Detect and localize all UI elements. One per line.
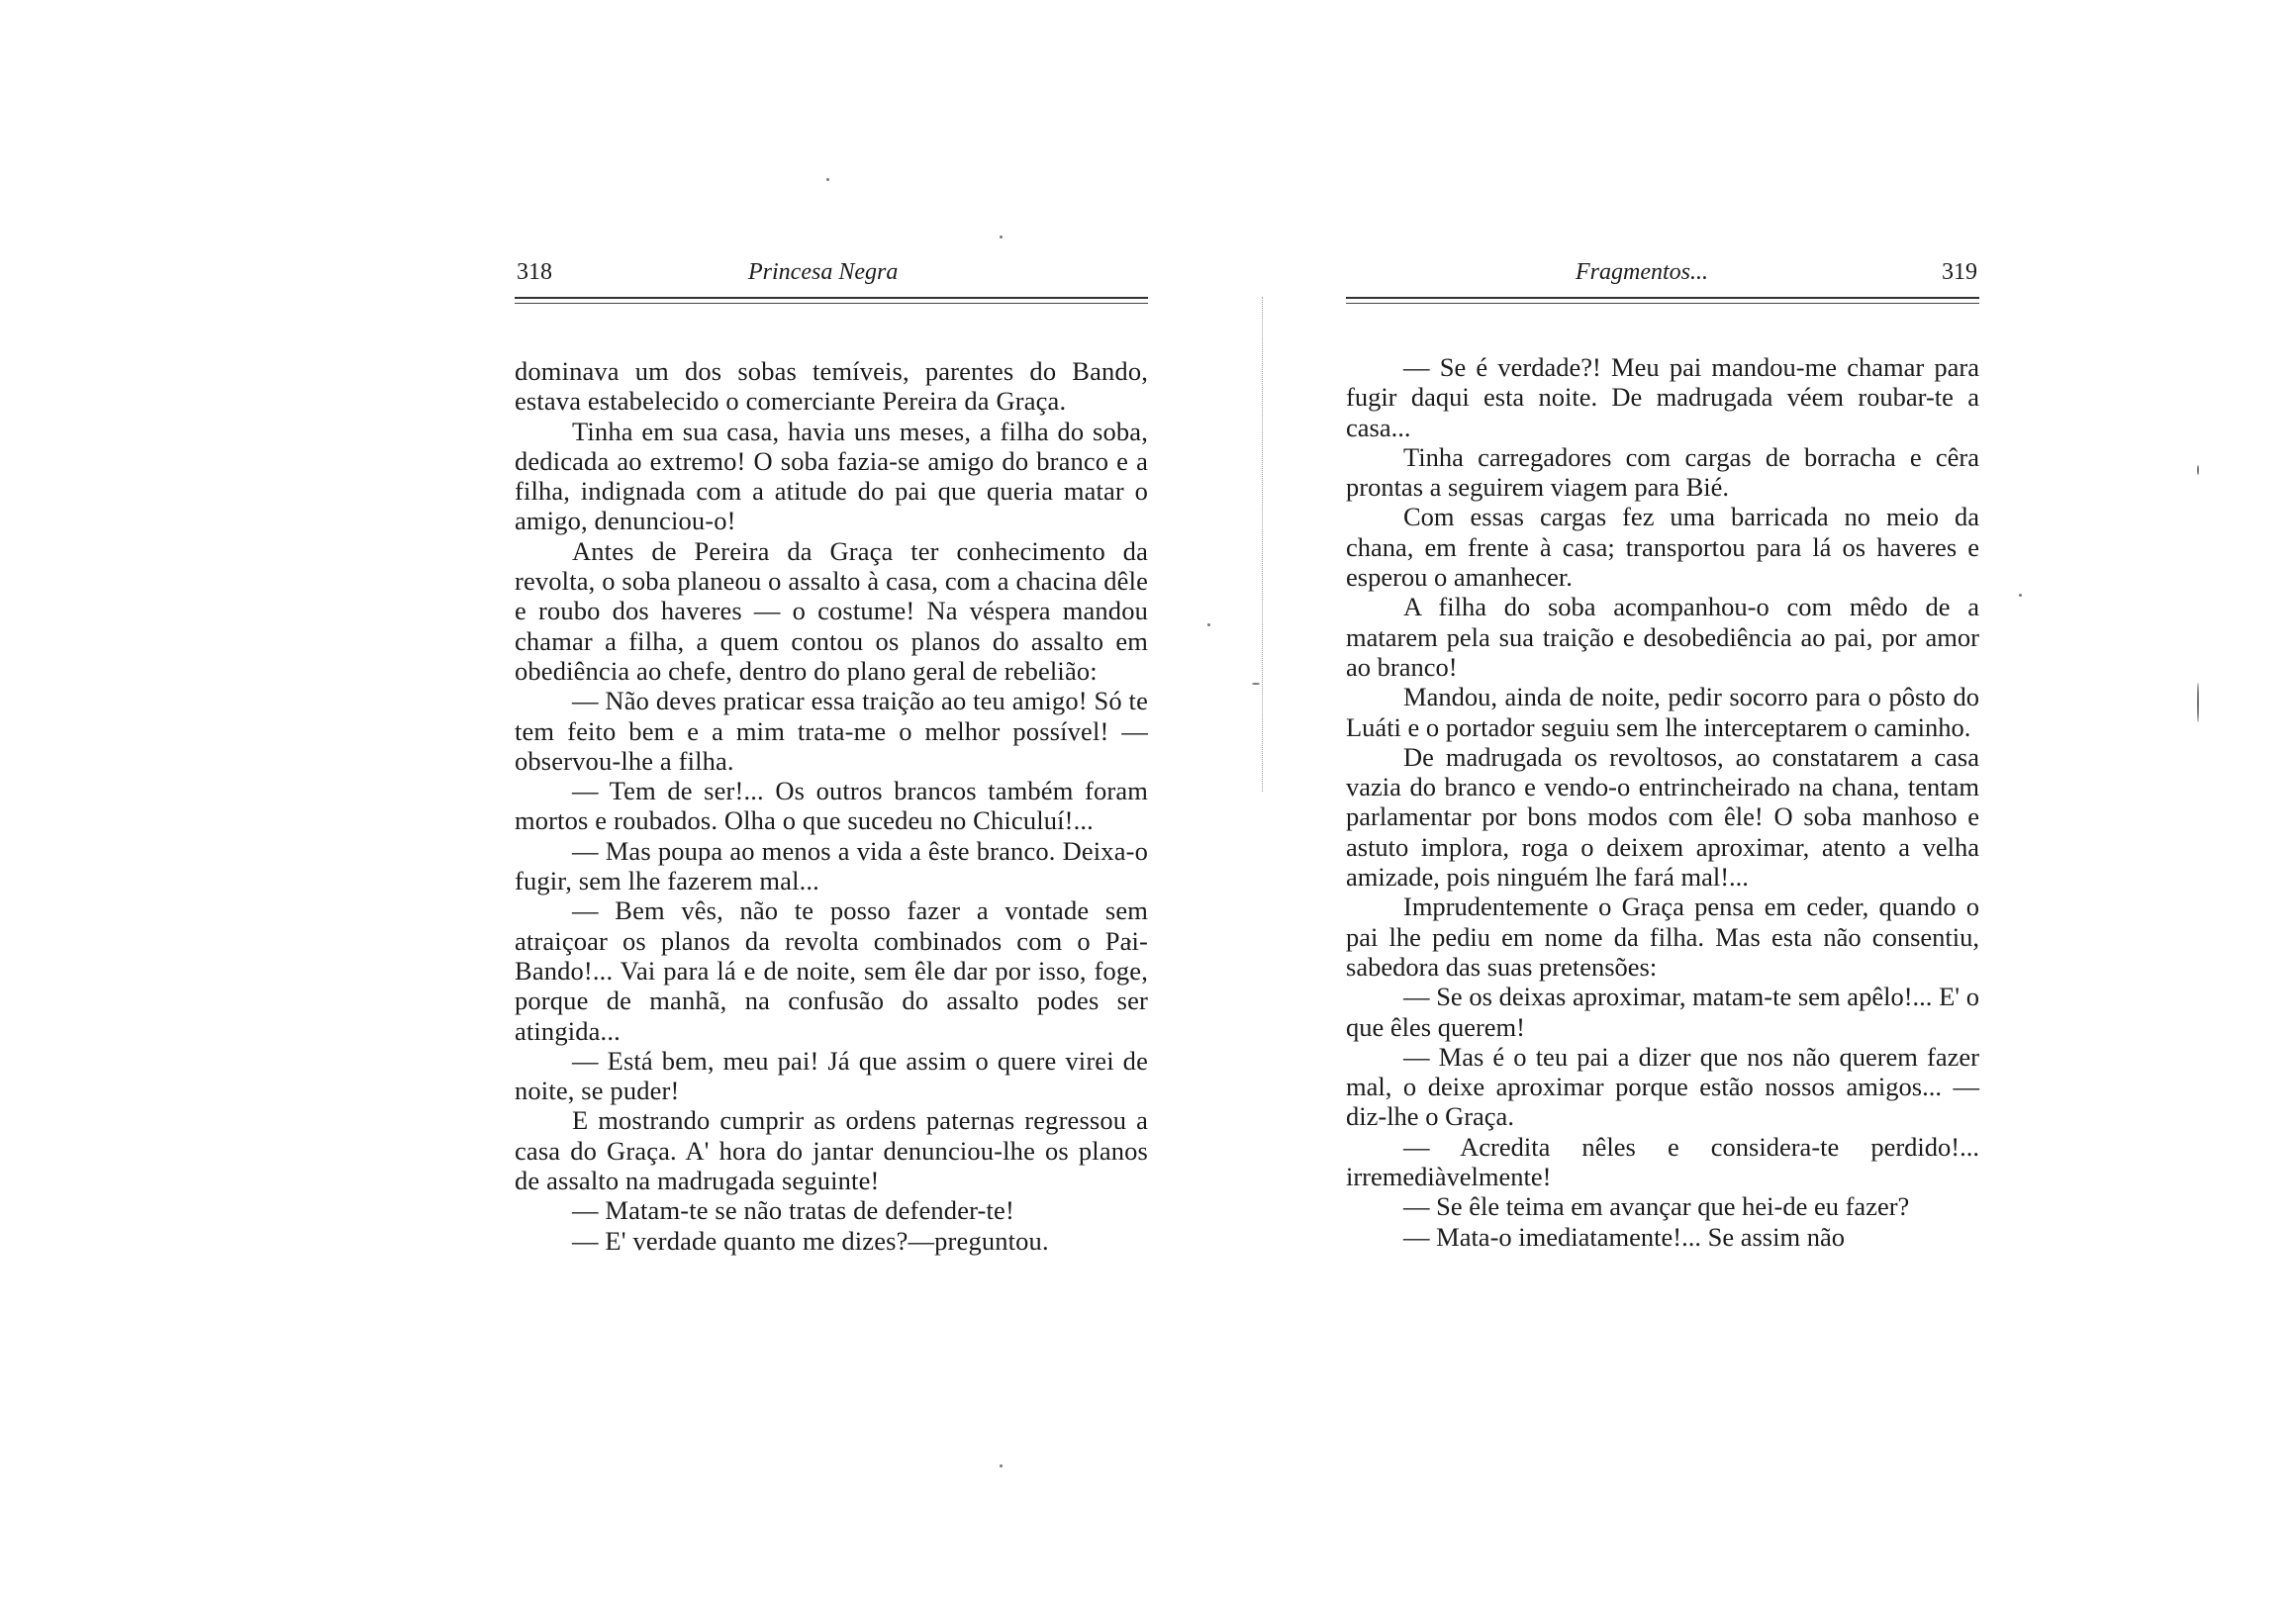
paragraph: — Bem vês, não te posso fazer a vontade sem atraiçoar os planos da revolta combinados com o Pai-Bando!... Vai para lá e de noite, sem êle dar por isso, foge, porque de manhã, na confusão do assalto podes ser atingida... xyxy=(515,895,1148,1046)
left-header-rule xyxy=(515,297,1148,299)
right-page-number: 319 xyxy=(1942,259,1977,285)
paragraph: — Mas poupa ao menos a vida a êste branco. Deixa-o fugir, sem lhe fazerem mal... xyxy=(515,835,1148,896)
paragraph: E mostrando cumprir as ordens paternas regressou a casa do Graça. A' hora do jantar denunciou-lhe os planos de assalto na madrugada seguinte! xyxy=(515,1105,1148,1196)
paragraph: — Mata-o imediatamente!... Se assim não xyxy=(1403,1221,1845,1252)
paragraph: — Acredita nêles e considera-te perdido!... irremediàvelmente! xyxy=(1346,1131,1979,1192)
right-body-text xyxy=(1346,352,1979,1252)
paragraph: A filha do soba acompanhou-o com mêdo de a matarem pela sua traição e desobediência ao pai, por amor ao branco! xyxy=(1346,592,1979,682)
paragraph: Tinha em sua casa, havia uns meses, a filha do soba, dedicada ao extremo! O soba fazia-se amigo do branco e a filha, indignada com a atitude do pai que queria matar o amigo, denunciou-o! xyxy=(515,416,1148,536)
right-page-header xyxy=(1346,259,1979,299)
right-running-title: Fragmentos... xyxy=(1576,259,1708,285)
paragraph: Tinha carregadores com cargas de borracha e cêra prontas a seguirem viagem para Bié. xyxy=(1346,441,1979,503)
paragraph: Imprudentemente o Graça pensa em ceder, quando o pai lhe pediu em nome da filha. Mas esta não consentiu, sabedora das suas pretensões: xyxy=(1346,892,1979,982)
paragraph: De madrugada os revoltosos, ao constatarem a casa vazia do branco e vendo-o entrincheirado na chana, tentam parlamentar por bons modos com êle! O soba manhoso e astuto implora, roga o deixem aproximar, atento a velha amizade, pois ninguém lhe fará mal!... xyxy=(1346,741,1979,893)
paragraph: Antes de Pereira da Graça ter conhecimento da revolta, o soba planeou o assalto à casa, com a chacina dêle e roubo dos haveres — o costume! Na véspera mandou chamar a filha, a quem contou os planos do assalto em obediência ao chefe, dentro do plano geral de rebelião: xyxy=(515,535,1148,686)
paragraph: — Matam-te se não tratas de defender-te! xyxy=(572,1195,1014,1226)
paragraph: Com essas cargas fez uma barricada no meio da chana, em frente à casa; transportou para lá os haveres e esperou o amanhecer. xyxy=(1346,502,1979,593)
paragraph: — Tem de ser!... Os outros brancos também foram mortos e roubados. Olha o que sucedeu no Chiculuí!... xyxy=(515,776,1148,836)
gutter-fold xyxy=(1262,297,1263,792)
paragraph: — E' verdade quanto me dizes?—preguntou. xyxy=(572,1225,1049,1256)
paragraph: — Não deves praticar essa traição ao teu amigo! Só te tem feito bem e a mim trata-me o melhor possível! — observou-lhe a filha. xyxy=(515,686,1148,776)
left-body-text xyxy=(515,356,1148,1256)
left-running-title: Princesa Negra xyxy=(748,259,899,285)
paragraph: — Se os deixas aproximar, matam-te sem apêlo!... E' o que êles querem! xyxy=(1346,982,1979,1042)
right-header-rule-thin xyxy=(1346,303,1979,304)
right-header-rule xyxy=(1346,297,1979,299)
paragraph: Mandou, ainda de noite, pedir socorro para o pôsto do Luáti e o portador seguiu sem lhe interceptarem o caminho. xyxy=(1346,682,1979,742)
left-header-rule-thin xyxy=(515,303,1148,304)
paragraph: — Se êle teima em avançar que hei-de eu fazer? xyxy=(1403,1191,1910,1222)
paragraph: — Está bem, meu pai! Já que assim o quere virei de noite, se puder! xyxy=(515,1045,1148,1106)
paragraph: dominava um dos sobas temíveis, parentes do Bando, estava estabelecido o comerciante Pereira da Graça. xyxy=(515,356,1148,417)
paragraph: — Se é verdade?! Meu pai mandou-me chamar para fugir daqui esta noite. De madrugada véem roubar-te a casa... xyxy=(1346,352,1979,442)
paragraph: — Mas é o teu pai a dizer que nos não querem fazer mal, o deixe aproximar porque estão nossos amigos... — diz-lhe o Graça. xyxy=(1346,1041,1979,1132)
left-page-number: 318 xyxy=(517,259,552,285)
left-page-header xyxy=(515,259,1148,299)
